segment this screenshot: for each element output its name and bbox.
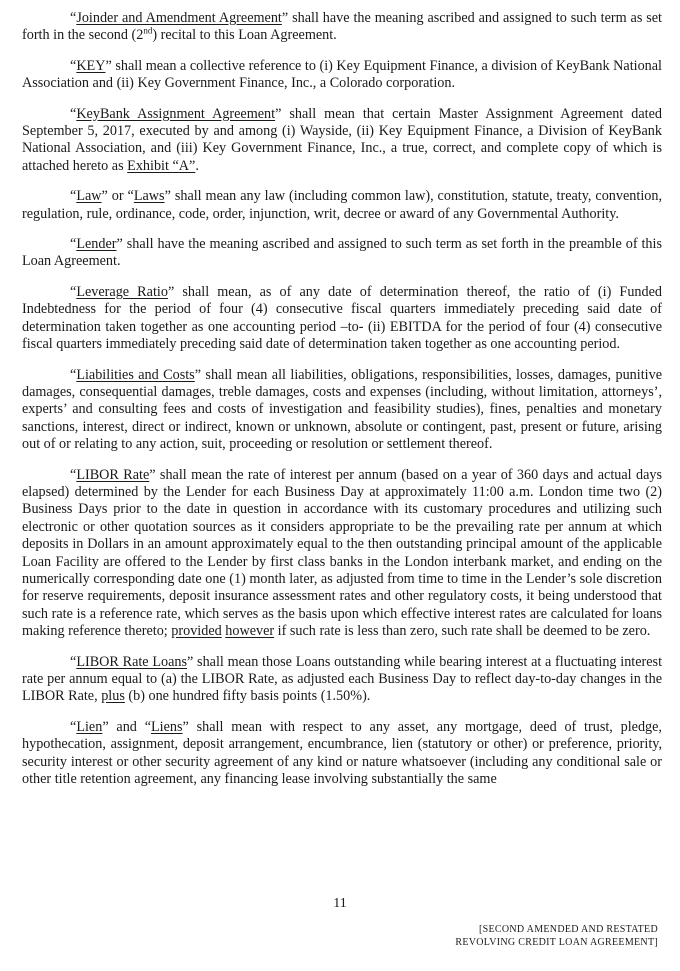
defined-term: Law bbox=[76, 188, 102, 205]
definition-lender: “Lender” shall have the meaning ascribed and assigned to such term as set forth in the preamble of this Loan Agreement. bbox=[22, 236, 662, 270]
defined-term: Lender bbox=[76, 236, 117, 253]
footer-line-1: [SECOND AMENDED AND RESTATED bbox=[479, 924, 658, 935]
definition-leverage-ratio: “Leverage Ratio” shall mean, as of any date of determination thereof, the ratio of (i) Funded Indebtedness for the period of four (4) consecutive fiscal quarters immediately preceding said date of determination taken together as one accounting period –to- (ii) EBITDA for the period of four (4) consecutive fiscal quarters immediately preceding said date of determination taken together as one accounting period. bbox=[22, 283, 662, 353]
ordinal-suffix: nd bbox=[143, 25, 153, 36]
definition-key: “KEY” shall mean a collective reference to (i) Key Equipment Finance, a division of KeyBank National Association and (ii) Key Government Finance, Inc., a Colorado corporation. bbox=[22, 57, 662, 92]
document-footer bbox=[455, 923, 658, 949]
underlined-word: provided bbox=[171, 623, 222, 640]
definition-libor-rate: “LIBOR Rate” shall mean the rate of interest per annum (based on a year of 360 days and actual days elapsed) determined by the Lender for each Business Day at approximately 11:00 a.m. London time two (2) Business Days prior to the date in question in accordance with its customary procedures and utilizing such electronic or other quotation sources as it considers appropriate to be the prevailing rate per annum at which deposits in Dollars in an amount approximately equal to the then outstanding principal amount of the applicable Loan Facility are offered to the Lender by first class banks in the London interbank market, and ending on the numerically corresponding date one (1) month later, as adjusted from time to time in the Lender’s sole discretion for reserve requirements, deposit insurance assessment rates and other regulatory costs, it being understood that such rate is a reference rate, which serves as the basis upon which effective interest rates are calculated for loans making reference thereto; provided however if such rate is less than zero, such rate shall be deemed to be zero. bbox=[22, 466, 663, 640]
definition-law: “Law” or “Laws” shall mean any law (including common law), constitution, statute, treaty, convention, regulation, rule, ordinance, code, order, injunction, writ, decree or award of any Governmental Authority. bbox=[22, 188, 662, 222]
defined-term: Joinder and Amendment Agreement bbox=[76, 10, 282, 26]
underlined-word: plus bbox=[101, 688, 125, 705]
defined-term: KeyBank Assignment Agreement bbox=[76, 105, 276, 122]
page-number: 11 bbox=[333, 896, 347, 911]
defined-term: LIBOR Rate Loans bbox=[76, 653, 188, 670]
definition-liabilities-and-costs: “Liabilities and Costs” shall mean all liabilities, obligations, responsibilities, losses, damages, punitive damages, consequential damages, treble damages, costs and expenses (including, without limitation, attorneys’, experts’ and consulting fees and costs of investigation and feasibility studies), fines, penalties and monetary sanctions, interest, direct or indirect, known or unknown, absolute or contingent, past, present or future, arising out of or relating to any action, suit, proceeding or resolution or settlement thereof. bbox=[22, 366, 662, 453]
definition-keybank-assignment-agreement: “KeyBank Assignment Agreement” shall mean that certain Master Assignment Agreement dated September 5, 2017, executed by and among (i) Wayside, (ii) Key Equipment Finance, a Division of KeyBank National Association, and (iii) Key Government Finance, Inc., a true, correct, and complete copy of which is attached hereto as Exhibit “A”. bbox=[22, 105, 662, 174]
defined-term: KEY bbox=[76, 57, 106, 74]
defined-term: LIBOR Rate bbox=[76, 466, 150, 483]
definition-libor-rate-loans: “LIBOR Rate Loans” shall mean those Loans outstanding while bearing interest at a fluctuating interest rate per annum equal to (a) the LIBOR Rate, as adjusted each Business Day to reflect day-to-day changes in the LIBOR Rate, plus (b) one hundred fifty basis points (1.50%). bbox=[22, 653, 663, 705]
definitions-body bbox=[22, 10, 662, 801]
defined-term: Laws bbox=[133, 188, 165, 205]
definition-lien: “Lien” and “Liens” shall mean with respect to any asset, any mortgage, deed of trust, pledge, hypothecation, assignment, deposit arrangement, encumbrance, lien (statutory or other) or preference, priority, security interest or other security agreement of any kind or nature whatsoever (including any conditional sale or other title retention agreement, any financing lease involving substantially the same bbox=[22, 718, 662, 788]
defined-term: Liabilities and Costs bbox=[76, 366, 195, 383]
definition-joinder-and-amendment-agreement: “Joinder and Amendment Agreement” shall have the meaning ascribed and assigned to such term as set forth in the second (2nd) recital to this Loan Agreement. bbox=[22, 10, 663, 44]
defined-term: Leverage Ratio bbox=[76, 283, 168, 300]
defined-term: Liens bbox=[151, 718, 183, 735]
footer-line-2: REVOLVING CREDIT LOAN AGREEMENT] bbox=[455, 937, 658, 948]
defined-term: Lien bbox=[76, 718, 103, 735]
exhibit-reference: Exhibit “A” bbox=[127, 157, 196, 174]
underlined-word: however bbox=[225, 623, 275, 640]
